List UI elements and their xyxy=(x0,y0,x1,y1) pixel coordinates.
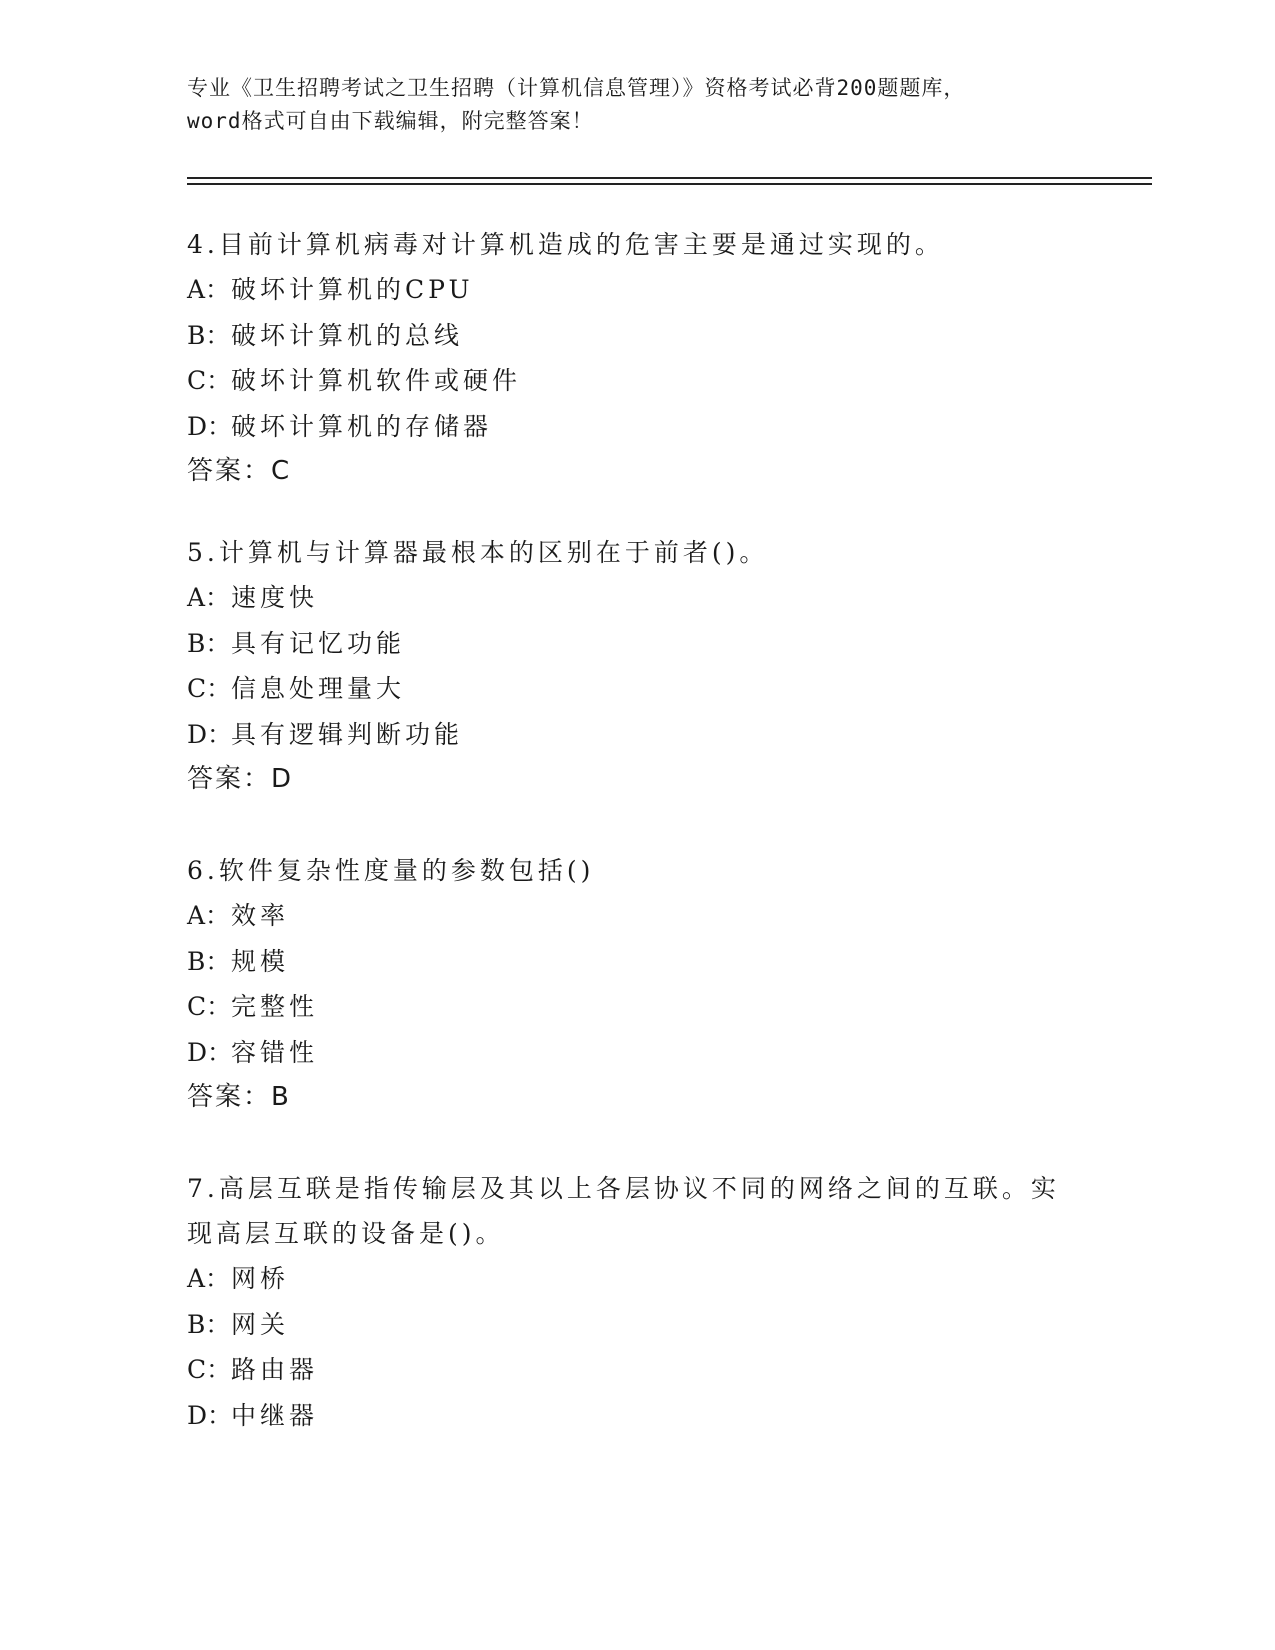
option-c xyxy=(187,984,1107,1030)
option-c xyxy=(187,358,1107,404)
option-b xyxy=(187,313,1107,359)
option-text: 破坏计算机的CPU xyxy=(231,275,474,304)
question-item xyxy=(187,848,1107,1121)
option-key: C： xyxy=(187,366,232,395)
option-d xyxy=(187,712,1107,758)
option-key: C： xyxy=(187,992,232,1021)
option-text: 效率 xyxy=(231,901,290,930)
option-b xyxy=(187,1302,1107,1348)
document-header xyxy=(187,72,1087,138)
option-c xyxy=(187,1347,1107,1393)
option-key: A： xyxy=(187,583,231,612)
question-item xyxy=(187,530,1107,803)
option-text: 速度快 xyxy=(231,583,319,612)
question-stem xyxy=(187,222,1107,267)
option-text: 破坏计算机软件或硬件 xyxy=(231,366,522,395)
header-divider-top xyxy=(187,177,1152,179)
answer-label: 答案：C xyxy=(187,456,292,486)
option-text: 规模 xyxy=(231,946,290,976)
option-text: 信息处理量大 xyxy=(231,674,406,703)
option-a xyxy=(187,575,1107,621)
header-line-2: word格式可自由下载编辑，附完整答案！ xyxy=(187,109,594,133)
option-key: B： xyxy=(187,946,231,976)
option-text: 具有逻辑判断功能 xyxy=(231,719,464,749)
answer-label: 答案：D xyxy=(187,764,294,794)
option-a xyxy=(187,1256,1107,1302)
question-stem-line: 4.目前计算机病毒对计算机造成的危害主要是通过实现的。 xyxy=(187,230,944,259)
question-stem-line: 现高层互联的设备是()。 xyxy=(187,1219,505,1248)
header-line-1: 专业《卫生招聘考试之卫生招聘（计算机信息管理）》资格考试必背200题题库， xyxy=(187,76,966,100)
question-stem xyxy=(187,848,1107,893)
option-key: D： xyxy=(187,1037,233,1067)
option-text: 破坏计算机的存储器 xyxy=(231,411,493,441)
option-text: 网桥 xyxy=(231,1264,290,1293)
question-stem-line: 6.软件复杂性度量的参数包括() xyxy=(187,856,595,885)
question-item xyxy=(187,222,1107,495)
header-divider-bottom xyxy=(187,183,1152,185)
question-stem xyxy=(187,1166,1107,1256)
option-b xyxy=(187,621,1107,667)
option-d xyxy=(187,1393,1107,1439)
option-b xyxy=(187,939,1107,985)
answer-label: 答案：B xyxy=(187,1082,291,1112)
option-text: 网关 xyxy=(231,1309,290,1339)
option-d xyxy=(187,404,1107,450)
option-a xyxy=(187,267,1107,313)
option-c xyxy=(187,666,1107,712)
option-key: C： xyxy=(187,1355,232,1384)
option-key: D： xyxy=(187,411,233,441)
option-text: 完整性 xyxy=(231,992,319,1021)
question-stem xyxy=(187,530,1107,575)
option-key: D： xyxy=(187,719,233,749)
option-text: 破坏计算机的总线 xyxy=(231,320,464,350)
option-text: 路由器 xyxy=(231,1355,319,1384)
option-d xyxy=(187,1030,1107,1076)
option-text: 具有记忆功能 xyxy=(231,628,406,658)
option-key: A： xyxy=(187,1264,231,1293)
question-item xyxy=(187,1166,1107,1438)
option-key: D： xyxy=(187,1400,233,1430)
question-stem-line: 7.高层互联是指传输层及其以上各层协议不同的网络之间的互联。实 xyxy=(187,1174,1060,1203)
question-stem-line: 5.计算机与计算器最根本的区别在于前者()。 xyxy=(187,538,769,567)
option-key: A： xyxy=(187,901,231,930)
option-text: 中继器 xyxy=(231,1400,319,1430)
option-key: B： xyxy=(187,1309,231,1339)
option-key: B： xyxy=(187,628,231,658)
option-key: B： xyxy=(187,320,231,350)
option-a xyxy=(187,893,1107,939)
option-text: 容错性 xyxy=(231,1037,319,1067)
option-key: C： xyxy=(187,674,232,703)
option-key: A： xyxy=(187,275,231,304)
